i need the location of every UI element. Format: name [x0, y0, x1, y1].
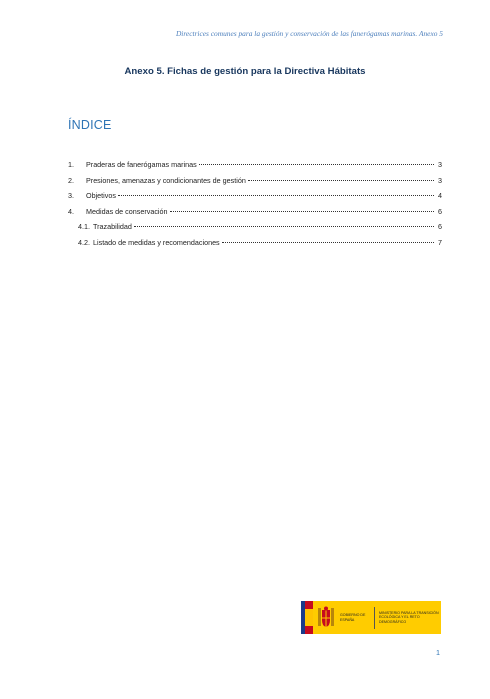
government-logo: [301, 601, 441, 634]
toc-entry-number: 3.: [68, 191, 74, 200]
toc-entry-text: Trazabilidad: [93, 222, 132, 231]
toc-entry-text: Praderas de fanerógamas marinas: [86, 160, 197, 169]
ministry-text: MINISTERIO PARA LA TRANSICIÓN ECOLÓGICA Y EL RETO DEMOGRÁFICO: [379, 610, 439, 624]
table-of-contents: [68, 160, 442, 253]
toc-entry-4-1[interactable]: [68, 222, 442, 238]
coat-of-arms-icon: [317, 606, 335, 630]
toc-entry-number: 1.: [68, 160, 74, 169]
toc-entry-page: 6: [438, 206, 442, 216]
toc-entry-page: 3: [438, 160, 442, 169]
toc-dot-leader: [118, 195, 434, 196]
toc-entry-text: Presiones, amenazas y condicionantes de gestión: [86, 175, 246, 185]
toc-entry-page: 3: [438, 175, 442, 185]
toc-entry-text: Objetivos: [86, 191, 116, 200]
toc-entry-number: 4.: [68, 206, 74, 216]
toc-entry-page: 4: [438, 191, 442, 200]
toc-dot-leader: [170, 211, 434, 212]
toc-entry-3[interactable]: [68, 191, 442, 207]
page-number: 1: [436, 648, 440, 657]
government-text: GOBIERNO DE ESPAÑA: [340, 613, 366, 622]
toc-entry-page: 6: [438, 222, 442, 231]
toc-entry-4[interactable]: [68, 207, 442, 223]
toc-entry-number: 4.2.: [78, 237, 90, 247]
toc-dot-leader: [134, 226, 434, 227]
toc-entry-1[interactable]: [68, 160, 442, 176]
toc-entry-page: 7: [438, 237, 442, 247]
toc-entry-text: Medidas de conservación: [86, 206, 168, 216]
document-title: Anexo 5. Fichas de gestión para la Directiva Hábitats: [124, 66, 366, 77]
toc-dot-leader: [222, 242, 434, 243]
toc-dot-leader: [199, 164, 434, 165]
toc-entry-4-2[interactable]: [68, 238, 442, 254]
logo-divider: [374, 607, 375, 629]
running-header: Directrices comunes para la gestión y conservación de las fanerógamas marinas. Anexo 5: [175, 29, 443, 38]
toc-entry-number: 2.: [68, 175, 74, 185]
toc-entry-number: 4.1.: [78, 222, 90, 231]
spain-flag-icon: [305, 601, 313, 634]
toc-dot-leader: [248, 180, 434, 181]
toc-entry-2[interactable]: [68, 176, 442, 192]
toc-heading: ÍNDICE: [68, 118, 112, 132]
toc-entry-text: Listado de medidas y recomendaciones: [93, 237, 220, 247]
